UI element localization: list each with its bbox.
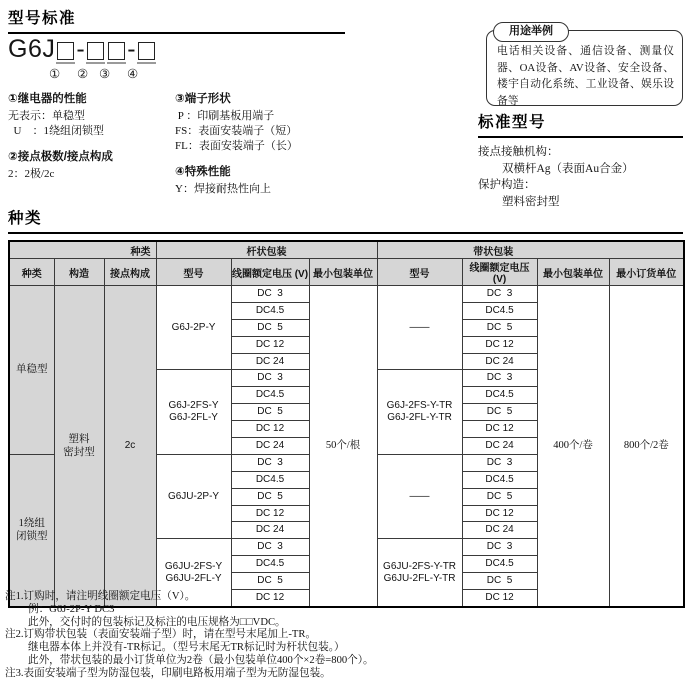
cell-tape-voltage: DC 12 bbox=[462, 336, 537, 353]
cell-tape-voltage: DC 3 bbox=[462, 454, 537, 471]
cell-rod-voltage: DC4.5 bbox=[231, 471, 309, 488]
types-table-body bbox=[9, 286, 684, 607]
cell-min-order-unit: 800个/2卷 bbox=[609, 286, 684, 607]
col-kind: 种类 bbox=[9, 259, 54, 286]
model-code-box-2 bbox=[87, 42, 104, 60]
model-code-box-3 bbox=[108, 42, 125, 60]
standard-model-line: 双横杆Ag（表面Au合金） bbox=[502, 162, 634, 175]
col-construction: 构造 bbox=[54, 259, 104, 286]
col-min-order-unit: 最小订货单位 bbox=[609, 259, 684, 286]
legend-line: FL：表面安装端子（长） bbox=[175, 140, 298, 152]
cell-rod-voltage: DC 24 bbox=[231, 438, 309, 455]
cell-tape-voltage: DC 3 bbox=[462, 286, 537, 303]
cell-tape-model: G6JU-2FS-Y-TR G6JU-2FL-Y-TR bbox=[377, 539, 462, 607]
circled-digit-3: ③ bbox=[99, 67, 111, 81]
standard-model-line: 塑料密封型 bbox=[502, 195, 560, 208]
cell-rod-voltage: DC4.5 bbox=[231, 302, 309, 319]
cell-rod-voltage: DC 12 bbox=[231, 336, 309, 353]
legend-relay-performance bbox=[8, 90, 178, 139]
cell-tape-voltage: DC 12 bbox=[462, 505, 537, 522]
cell-rod-voltage: DC 3 bbox=[231, 539, 309, 556]
model-code-prefix: G6J bbox=[8, 34, 56, 63]
cell-tape-voltage: DC4.5 bbox=[462, 302, 537, 319]
cell-tape-voltage: DC 5 bbox=[462, 404, 537, 421]
cell-rod-voltage: DC 12 bbox=[231, 505, 309, 522]
note-line: 例：G6J-2P-Y DC3 bbox=[28, 603, 115, 615]
col-rod-model: 型号 bbox=[156, 259, 231, 286]
cell-contact: 2c bbox=[104, 286, 156, 607]
cell-tape-voltage: DC 5 bbox=[462, 573, 537, 590]
usage-example-tab: 用途举例 bbox=[493, 22, 569, 42]
legend-title: ②接点极数/接点构成 bbox=[8, 151, 113, 163]
model-code bbox=[8, 34, 157, 64]
usage-example-text: 电话相关设备、通信设备、测量仪器、OA设备、AV设备、安全设备、楼宇自动化系统、工业设备、娱乐设备等 bbox=[497, 45, 674, 107]
circled-digit-2: ② bbox=[77, 67, 89, 81]
legend-line: Y：焊接耐热性向上 bbox=[175, 183, 271, 195]
legend-line: 2：2极/2c bbox=[8, 168, 55, 180]
footnotes bbox=[5, 591, 683, 681]
cell-tape-voltage: DC 12 bbox=[462, 590, 537, 607]
legend-line: FS：表面安装端子（短） bbox=[175, 125, 298, 137]
cell-rod-voltage: DC 5 bbox=[231, 573, 309, 590]
cell-kind: 单稳型 bbox=[9, 286, 54, 455]
col-tape-voltage: 线圈额定电压 (V) bbox=[462, 259, 537, 286]
circled-digit-4: ④ bbox=[127, 67, 139, 81]
cell-rod-voltage: DC 24 bbox=[231, 353, 309, 370]
table-group-header-row bbox=[9, 241, 684, 259]
cell-rod-min-unit: 50个/根 bbox=[309, 286, 377, 607]
col-rod-voltage: 线圈额定电压 (V) bbox=[231, 259, 309, 286]
types-table bbox=[8, 240, 685, 608]
section-title-standard-model: 标准型号 bbox=[478, 110, 683, 138]
cell-rod-voltage: DC4.5 bbox=[231, 556, 309, 573]
legend-title: ①继电器的性能 bbox=[8, 93, 87, 105]
cell-rod-model: G6J-2FS-Y G6J-2FL-Y bbox=[156, 370, 231, 454]
cell-tape-model: —— bbox=[377, 454, 462, 538]
cell-rod-voltage: DC 3 bbox=[231, 454, 309, 471]
cell-tape-voltage: DC 3 bbox=[462, 370, 537, 387]
cell-tape-voltage: DC 5 bbox=[462, 488, 537, 505]
standard-model-line: 接点接触机构： bbox=[478, 146, 559, 158]
cell-construction: 塑料 密封型 bbox=[54, 286, 104, 607]
circled-digit-1: ① bbox=[49, 67, 61, 81]
legend-title: ③端子形状 bbox=[175, 93, 231, 105]
legend-title: ④特殊性能 bbox=[175, 166, 231, 178]
cell-tape-model: —— bbox=[377, 286, 462, 370]
legend-line: P ：印刷基板用端子 bbox=[175, 110, 275, 122]
standard-model-section bbox=[478, 110, 683, 210]
cell-tape-voltage: DC 24 bbox=[462, 353, 537, 370]
cell-tape-voltage: DC 12 bbox=[462, 421, 537, 438]
note-line: 此外，交付时的包装标记及标注的电压规格为□□VDC。 bbox=[28, 616, 286, 628]
cell-tape-model: G6J-2FS-Y-TR G6J-2FL-Y-TR bbox=[377, 370, 462, 454]
cell-rod-voltage: DC 3 bbox=[231, 286, 309, 303]
cell-tape-voltage: DC4.5 bbox=[462, 387, 537, 404]
cell-tape-voltage: DC 5 bbox=[462, 319, 537, 336]
table-header-row bbox=[9, 259, 684, 286]
cell-tape-voltage: DC4.5 bbox=[462, 556, 537, 573]
model-code-box-4 bbox=[138, 42, 155, 60]
col-rod-min-unit: 最小包装单位 bbox=[309, 259, 377, 286]
cell-tape-min-unit: 400个/卷 bbox=[537, 286, 609, 607]
section-title-types: 种类 bbox=[8, 206, 683, 234]
cell-rod-voltage: DC 5 bbox=[231, 404, 309, 421]
cell-kind: 1绕组 闭锁型 bbox=[9, 454, 54, 607]
model-code-dash: - bbox=[76, 34, 86, 63]
cell-rod-voltage: DC 3 bbox=[231, 370, 309, 387]
model-code-dash: - bbox=[127, 34, 137, 63]
table-row bbox=[9, 286, 684, 303]
cell-rod-model: G6JU-2P-Y bbox=[156, 454, 231, 538]
note-line: 注3.表面安装端子型为防湿包装，印刷电路板用端子型为无防湿包装。 bbox=[5, 667, 331, 679]
cell-tape-voltage: DC 3 bbox=[462, 539, 537, 556]
cell-rod-voltage: DC 12 bbox=[231, 421, 309, 438]
legend-terminal-shape bbox=[175, 90, 345, 154]
cell-tape-voltage: DC4.5 bbox=[462, 471, 537, 488]
header-spacer bbox=[609, 241, 684, 259]
col-tape-min-unit: 最小包装单位 bbox=[537, 259, 609, 286]
legend-special-feature bbox=[175, 163, 345, 197]
cell-rod-voltage: DC4.5 bbox=[231, 387, 309, 404]
legend-line: U ：1绕组闭锁型 bbox=[8, 125, 104, 137]
cell-rod-voltage: DC 24 bbox=[231, 522, 309, 539]
note-line: 继电器本体上并没有-TR标记。（型号末尾无TR标记时为杆状包装。） bbox=[28, 642, 345, 654]
header-rod-packaging: 杆状包装 bbox=[156, 241, 377, 259]
cell-rod-voltage: DC 12 bbox=[231, 590, 309, 607]
legend-contact-poles bbox=[8, 148, 178, 182]
cell-rod-voltage: DC 5 bbox=[231, 488, 309, 505]
cell-rod-model: G6J-2P-Y bbox=[156, 286, 231, 370]
standard-model-line: 保护构造： bbox=[478, 179, 536, 191]
header-kind-corner: 种类 bbox=[9, 241, 156, 259]
section-title-model-standard: 型号标准 bbox=[8, 6, 345, 34]
cell-tape-voltage: DC 24 bbox=[462, 522, 537, 539]
note-line: 注1.订购时，请注明线圈额定电压（V）。 bbox=[5, 591, 196, 602]
legend-line: 无表示：单稳型 bbox=[8, 110, 85, 122]
col-tape-model: 型号 bbox=[377, 259, 462, 286]
note-line: 注2.订购带状包装（表面安装端子型）时，请在型号末尾加上-TR。 bbox=[5, 629, 317, 641]
usage-example-box bbox=[486, 25, 683, 107]
col-contact: 接点构成 bbox=[104, 259, 156, 286]
cell-rod-model: G6JU-2FS-Y G6JU-2FL-Y bbox=[156, 539, 231, 607]
model-code-box-1 bbox=[57, 42, 74, 60]
header-tape-packaging: 带状包装 bbox=[377, 241, 609, 259]
note-line: 此外，带状包装的最小订货单位为2卷（最小包装单位400个×2卷=800个）。 bbox=[28, 654, 374, 666]
cell-tape-voltage: DC 24 bbox=[462, 438, 537, 455]
cell-rod-voltage: DC 5 bbox=[231, 319, 309, 336]
